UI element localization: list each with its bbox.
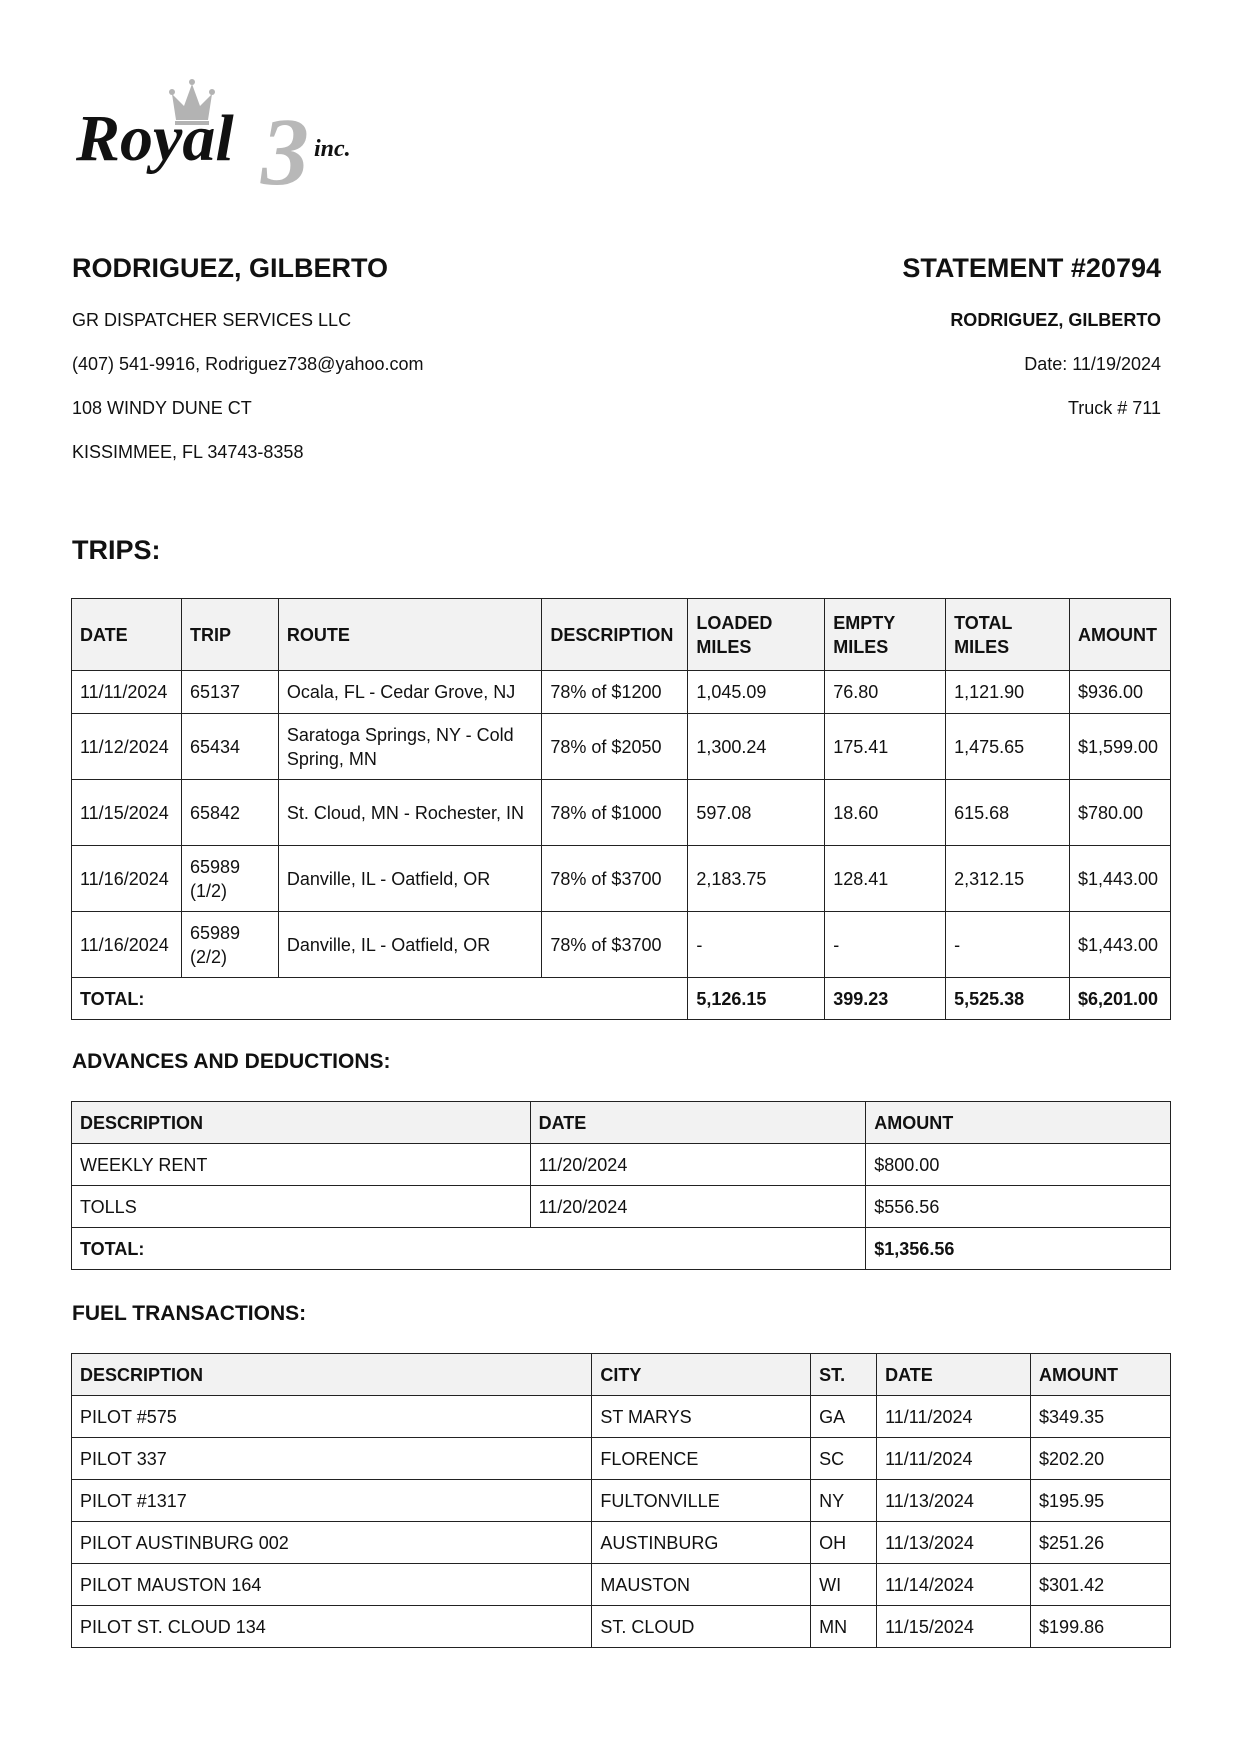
total-miles: 1,121.90 (946, 671, 1070, 714)
table-row (72, 671, 1171, 714)
address-line2: KISSIMMEE, FL 34743-8358 (72, 442, 304, 462)
fuel-city: AUSTINBURG (592, 1522, 811, 1564)
total-trip-amount: $6,201.00 (1069, 978, 1170, 1020)
table-row (72, 1522, 1171, 1564)
fuel-amount: $251.26 (1031, 1522, 1171, 1564)
statement-date: Date: 11/19/2024 (1024, 354, 1161, 374)
fuel-description: PILOT MAUSTON 164 (72, 1564, 592, 1606)
deduction-date: 11/20/2024 (530, 1186, 866, 1228)
loaded-miles: 1,300.24 (688, 714, 825, 780)
fuel-date: 11/11/2024 (877, 1396, 1031, 1438)
address-line1: 108 WINDY DUNE CT (72, 398, 252, 418)
empty-miles: 175.41 (825, 714, 946, 780)
column-header: TRIP (181, 599, 278, 671)
empty-miles: 18.60 (825, 780, 946, 846)
column-header: TOTAL MILES (946, 599, 1070, 671)
column-header: AMOUNT (866, 1102, 1171, 1144)
logo-numeral: 3 (261, 98, 309, 194)
fuel-state: NY (811, 1480, 877, 1522)
fuel-city: FLORENCE (592, 1438, 811, 1480)
advances-table (71, 1101, 1171, 1270)
table-row (72, 1186, 1171, 1228)
statement-info-block (601, 248, 1161, 420)
table-row (72, 1438, 1171, 1480)
trip-date: 11/15/2024 (72, 780, 182, 846)
total-miles: 2,312.15 (946, 846, 1070, 912)
fuel-table (71, 1353, 1171, 1648)
trip-description: 78% of $1000 (542, 780, 688, 846)
trip-number: 65989 (1/2) (181, 846, 278, 912)
fuel-date: 11/11/2024 (877, 1438, 1031, 1480)
statement-title: STATEMENT #20794 (902, 253, 1161, 283)
trip-amount: $936.00 (1069, 671, 1170, 714)
logo-wordmark: Royal (76, 102, 234, 175)
trip-date: 11/11/2024 (72, 671, 182, 714)
fuel-amount: $199.86 (1031, 1606, 1171, 1648)
trip-description: 78% of $3700 (542, 912, 688, 978)
fuel-state: WI (811, 1564, 877, 1606)
total-miles: 615.68 (946, 780, 1070, 846)
trip-date: 11/16/2024 (72, 912, 182, 978)
trip-number: 65434 (181, 714, 278, 780)
trip-amount: $1,443.00 (1069, 846, 1170, 912)
trip-route: Danville, IL - Oatfield, OR (278, 912, 542, 978)
fuel-amount: $349.35 (1031, 1396, 1171, 1438)
advances-total-row (72, 1228, 1171, 1270)
column-header: DATE (877, 1354, 1031, 1396)
column-header: EMPTY MILES (825, 599, 946, 671)
table-row (72, 1606, 1171, 1648)
fuel-description: PILOT 337 (72, 1438, 592, 1480)
fuel-section-title: FUEL TRANSACTIONS: (72, 1302, 307, 1325)
fuel-date: 11/13/2024 (877, 1522, 1031, 1564)
trip-amount: $1,443.00 (1069, 912, 1170, 978)
fuel-amount: $195.95 (1031, 1480, 1171, 1522)
advances-section-title: ADVANCES AND DEDUCTIONS: (72, 1050, 391, 1073)
fuel-city: ST. CLOUD (592, 1606, 811, 1648)
empty-miles: - (825, 912, 946, 978)
recipient-name: RODRIGUEZ, GILBERTO (950, 310, 1161, 330)
fuel-amount: $202.20 (1031, 1438, 1171, 1480)
deduction-date: 11/20/2024 (530, 1144, 866, 1186)
table-row (72, 912, 1171, 978)
trip-amount: $1,599.00 (1069, 714, 1170, 780)
fuel-amount: $301.42 (1031, 1564, 1171, 1606)
fuel-city: ST MARYS (592, 1396, 811, 1438)
fuel-city: FULTONVILLE (592, 1480, 811, 1522)
loaded-miles: 597.08 (688, 780, 825, 846)
deduction-description: WEEKLY RENT (72, 1144, 531, 1186)
empty-miles: 76.80 (825, 671, 946, 714)
total-total-miles: 5,525.38 (946, 978, 1070, 1020)
table-header-row (72, 599, 1171, 671)
trips-section-title: TRIPS: (72, 535, 161, 565)
loaded-miles: 1,045.09 (688, 671, 825, 714)
company-logo (76, 76, 386, 194)
trip-route: Danville, IL - Oatfield, OR (278, 846, 542, 912)
column-header: LOADED MILES (688, 599, 825, 671)
total-loaded-miles: 5,126.15 (688, 978, 825, 1020)
table-row (72, 1144, 1171, 1186)
loaded-miles: 2,183.75 (688, 846, 825, 912)
total-label: TOTAL: (72, 978, 688, 1020)
table-header-row (72, 1102, 1171, 1144)
table-row (72, 846, 1171, 912)
deduction-amount: $556.56 (866, 1186, 1171, 1228)
fuel-description: PILOT #1317 (72, 1480, 592, 1522)
total-miles: 1,475.65 (946, 714, 1070, 780)
trip-number: 65842 (181, 780, 278, 846)
column-header: DESCRIPTION (72, 1354, 592, 1396)
fuel-description: PILOT AUSTINBURG 002 (72, 1522, 592, 1564)
royal-3-logo-graphic (76, 76, 386, 194)
deduction-description: TOLLS (72, 1186, 531, 1228)
trip-description: 78% of $2050 (542, 714, 688, 780)
fuel-description: PILOT ST. CLOUD 134 (72, 1606, 592, 1648)
trip-route: Saratoga Springs, NY - Cold Spring, MN (278, 714, 542, 780)
trips-table (71, 598, 1171, 1020)
table-row (72, 714, 1171, 780)
contact-info: (407) 541-9916, Rodriguez738@yahoo.com (72, 354, 424, 374)
table-row (72, 1396, 1171, 1438)
fuel-date: 11/15/2024 (877, 1606, 1031, 1648)
trip-route: St. Cloud, MN - Rochester, IN (278, 780, 542, 846)
fuel-date: 11/14/2024 (877, 1564, 1031, 1606)
fuel-state: SC (811, 1438, 877, 1480)
fuel-state: MN (811, 1606, 877, 1648)
column-header: DESCRIPTION (542, 599, 688, 671)
company-name: GR DISPATCHER SERVICES LLC (72, 310, 352, 330)
table-row (72, 1564, 1171, 1606)
table-row (72, 780, 1171, 846)
total-deduction-amount: $1,356.56 (866, 1228, 1171, 1270)
column-header: AMOUNT (1031, 1354, 1171, 1396)
fuel-city: MAUSTON (592, 1564, 811, 1606)
trip-date: 11/12/2024 (72, 714, 182, 780)
deduction-amount: $800.00 (866, 1144, 1171, 1186)
trips-total-row (72, 978, 1171, 1020)
driver-name: RODRIGUEZ, GILBERTO (72, 253, 389, 283)
trip-amount: $780.00 (1069, 780, 1170, 846)
fuel-date: 11/13/2024 (877, 1480, 1031, 1522)
column-header: ST. (811, 1354, 877, 1396)
fuel-state: GA (811, 1396, 877, 1438)
fuel-description: PILOT #575 (72, 1396, 592, 1438)
empty-miles: 128.41 (825, 846, 946, 912)
column-header: DATE (72, 599, 182, 671)
trip-date: 11/16/2024 (72, 846, 182, 912)
column-header: DATE (530, 1102, 866, 1144)
truck-number: Truck # 711 (1067, 398, 1161, 418)
table-row (72, 1480, 1171, 1522)
trip-description: 78% of $3700 (542, 846, 688, 912)
column-header: DESCRIPTION (72, 1102, 531, 1144)
total-empty-miles: 399.23 (825, 978, 946, 1020)
logo-suffix: inc. (314, 136, 351, 162)
trip-number: 65989 (2/2) (181, 912, 278, 978)
total-miles: - (946, 912, 1070, 978)
total-label: TOTAL: (72, 1228, 866, 1270)
fuel-state: OH (811, 1522, 877, 1564)
loaded-miles: - (688, 912, 825, 978)
driver-info-block (72, 248, 632, 464)
column-header: CITY (592, 1354, 811, 1396)
table-header-row (72, 1354, 1171, 1396)
trip-description: 78% of $1200 (542, 671, 688, 714)
trip-route: Ocala, FL - Cedar Grove, NJ (278, 671, 542, 714)
column-header: AMOUNT (1069, 599, 1170, 671)
trip-number: 65137 (181, 671, 278, 714)
column-header: ROUTE (278, 599, 542, 671)
